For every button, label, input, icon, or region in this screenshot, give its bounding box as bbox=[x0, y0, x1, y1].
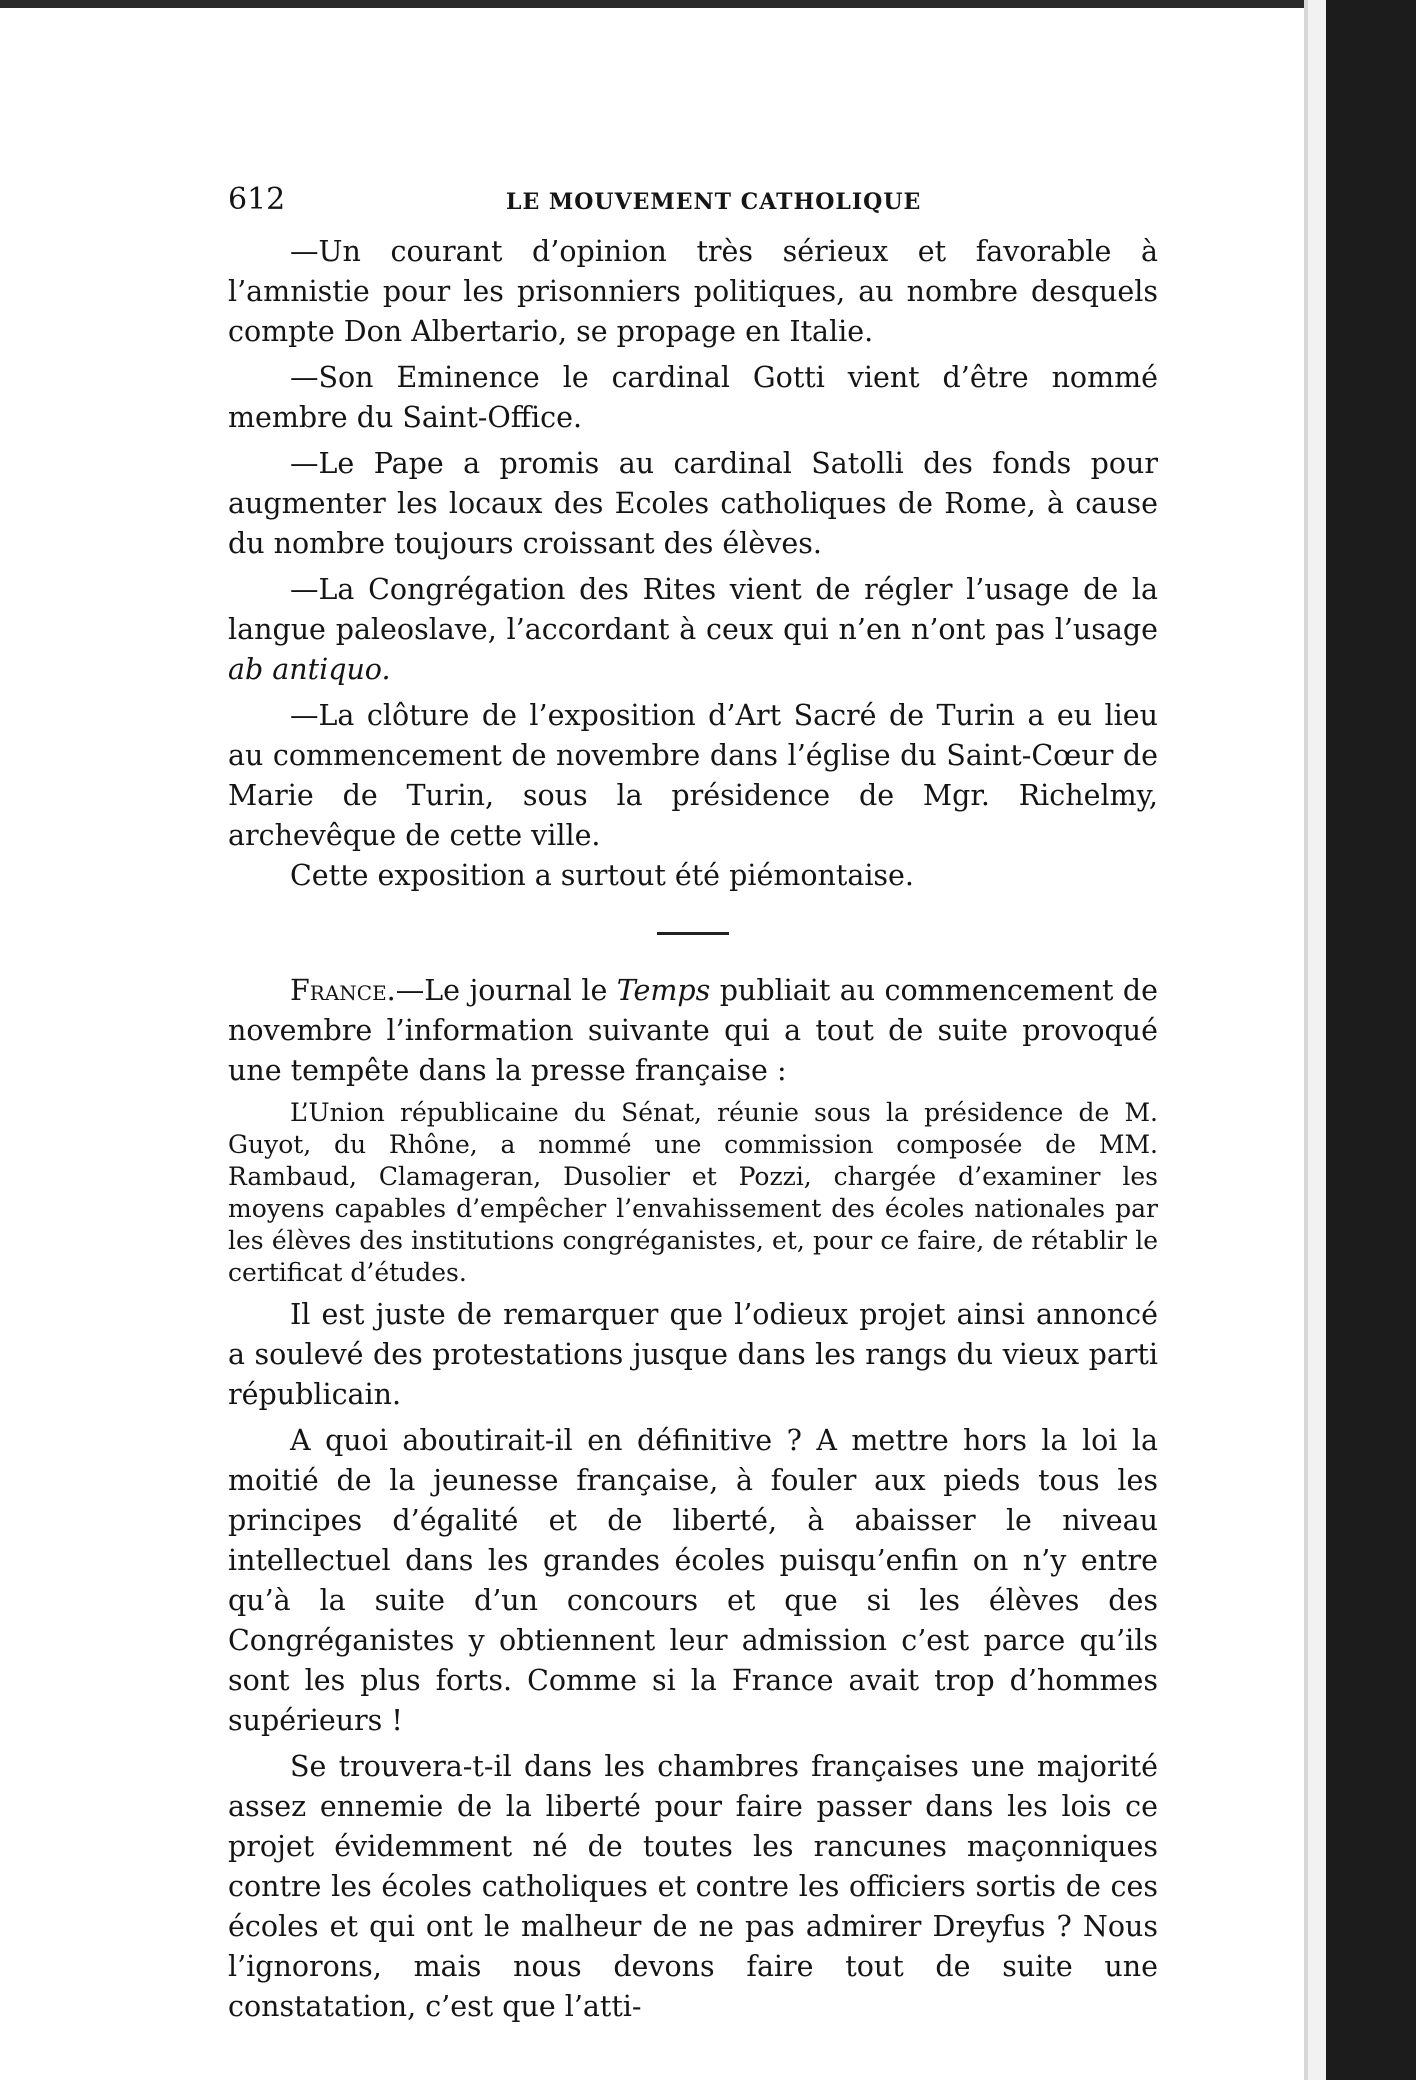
news-item-gotti: —Son Eminence le cardinal Gotti vient d’être nommé membre du Saint-Office. bbox=[228, 361, 1158, 434]
page-number: 612 bbox=[228, 182, 286, 217]
page-body bbox=[228, 180, 1158, 2033]
rites-italic: ab antiquo. bbox=[228, 653, 391, 686]
quoted-announcement: L’Union républicaine du Sénat, réunie sous la présidence de M. Guyot, du Rhône, a nommé une commission composée de MM. Rambaud, Clamageran, Dusolier et Pozzi, chargée d’examiner les moyens capables d’empêcher l’envahissement des écoles nationales par les élèves des institutions congréganistes, et, pour ce faire, de rétablir le certificat d’études. bbox=[228, 1098, 1158, 1287]
page-header bbox=[228, 180, 1158, 222]
news-item-amnesty: —Un courant d’opinion très sérieux et favorable à l’amnistie pour les prisonniers politiques, au nombre desquels compte Don Albertario, se propage en Italie. bbox=[228, 235, 1158, 348]
france-intro bbox=[228, 971, 1158, 1091]
rites-text: —La Congrégation des Rites vient de régler l’usage de la langue paleoslave, l’accordant à ceux qui n’en n’ont pas l’usage bbox=[228, 573, 1158, 646]
news-item-rites bbox=[228, 570, 1158, 690]
news-item-satolli: —Le Pape a promis au cardinal Satolli des fonds pour augmenter les locaux des Ecoles catholiques de Rome, à cause du nombre toujours croissant des élèves. bbox=[228, 447, 1158, 560]
journal-name: Temps bbox=[616, 974, 711, 1007]
scan-gutter bbox=[1308, 0, 1326, 2080]
turin-note: Cette exposition a surtout été piémontaise. bbox=[290, 859, 914, 892]
commentary-paragraph-3: Se trouvera-t-il dans les chambres françaises une majorité assez ennemie de la liberté pour faire passer dans les lois ce projet évidemment né de toutes les rancunes maçonniques contre les écoles catholiques et contre les officiers sortis de ces écoles et qui ont le malheur de ne pas admirer Dreyfus ? Nous l’ignorons, mais nous devons faire tout de suite une constatation, c’est que l’atti- bbox=[228, 1750, 1158, 2023]
commentary-paragraph-1: Il est juste de remarquer que l’odieux projet ainsi annoncé a soulevé des protestations jusque dans les rangs du vieux parti républicain. bbox=[228, 1298, 1158, 1411]
running-head: LE MOUVEMENT CATHOLIQUE bbox=[506, 189, 922, 215]
scan-right-edge bbox=[1326, 0, 1416, 2080]
scan-top-edge bbox=[0, 0, 1416, 8]
commentary-paragraph-2: A quoi aboutirait-il en définitive ? A mettre hors la loi la moitié de la jeunesse française, à fouler aux pieds tous les principes d’égalité et de liberté, à abaisser le niveau intellectuel dans les grandes écoles puisqu’enfin on n’y entre qu’à la suite d’un concours et que si les élèves des Congréganistes y obtiennent leur admission c’est parce qu’ils sont les plus forts. Comme si la France avait trop d’hommes supérieurs ! bbox=[228, 1424, 1158, 1737]
section-separator bbox=[657, 932, 729, 935]
france-lead-a: —Le journal le bbox=[395, 974, 617, 1007]
france-label: France. bbox=[290, 974, 396, 1007]
news-item-turin: —La clôture de l’exposition d’Art Sacré de Turin a eu lieu au commencement de novembre dans l’église du Saint-Cœur de Marie de Turin, sous la présidence de Mgr. Richelmy, archevêque de cette ville. bbox=[228, 699, 1158, 852]
france-lead-b: publiait au commencement de novembre l’information suivante qui a tout de suite provoqué une tempête dans la presse française : bbox=[228, 974, 1158, 1087]
